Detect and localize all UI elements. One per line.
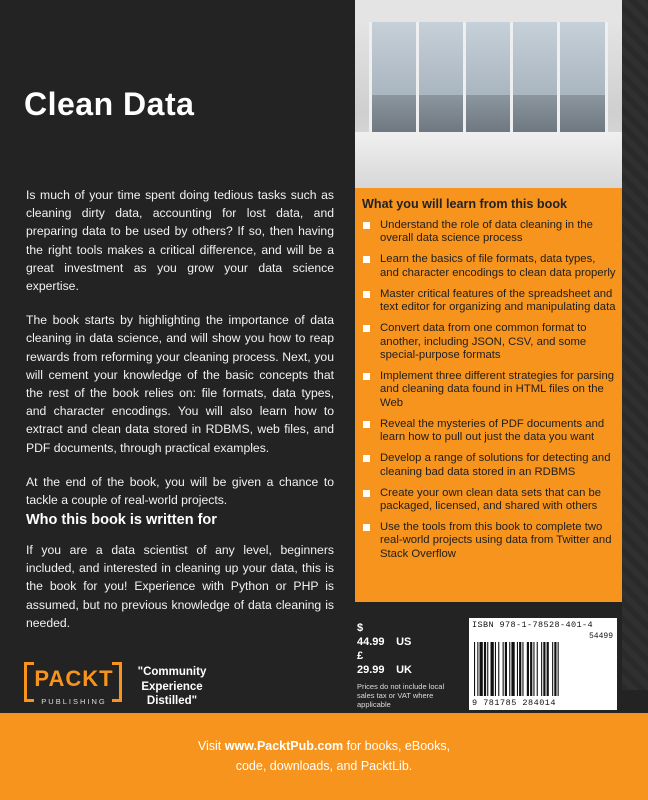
intro-paragraph: The book starts by highlighting the importance of data cleaning in data science, and will show you how to reap rewards from reforming your cleaning process. Next, you will cement your knowledge of the basic concepts that the rest of the book relies on: file formats, data types, and character encodings. You will also learn how to extract and clean data stored in RDBMS, web files, and PDF documents, through practical examples. xyxy=(26,313,334,455)
barcode-bar xyxy=(480,642,483,696)
isbn-number: 9 781785 284014 xyxy=(472,698,557,708)
square-bullet-icon xyxy=(363,421,370,428)
packt-logo xyxy=(24,662,124,708)
square-bullet-icon xyxy=(363,222,370,229)
barcode-bar xyxy=(547,642,549,696)
square-bullet-icon xyxy=(363,291,370,298)
footer-text: Visit www.PacktPub.com for books, eBooks, code, downloads, and PacktLib. xyxy=(197,739,451,773)
learn-item: Develop a range of solutions for detecting and cleaning bad data stored in an RDBMS xyxy=(362,452,617,479)
barcode-bar xyxy=(484,642,486,696)
decorative-stripes xyxy=(622,0,648,690)
learn-item: Learn the basics of file formats, data types, and character encodings to clean data properly xyxy=(362,253,617,280)
intro-paragraph: At the end of the book, you will be given a chance to tackle a couple of real-world projects. xyxy=(26,474,334,508)
square-bullet-icon xyxy=(363,325,370,332)
learn-item: Use the tools from this book to complete two real-world projects using data from Twitter and Stack Overflow xyxy=(362,521,617,561)
barcode-bar xyxy=(537,642,538,696)
cover-photo xyxy=(355,0,622,188)
barcode-bar xyxy=(519,642,521,696)
barcode-bars xyxy=(474,642,612,696)
barcode-bar xyxy=(495,642,496,696)
square-bullet-icon xyxy=(363,455,370,462)
barcode-bar xyxy=(477,642,478,696)
isbn-barcode xyxy=(469,618,617,710)
barcode-addon: 54499 xyxy=(588,632,613,641)
square-bullet-icon xyxy=(363,524,370,531)
book-title: Clean Data xyxy=(24,86,195,122)
learn-item: Convert data from one common format to another, including JSON, CSV, and some special-purpose formats xyxy=(362,322,617,362)
logo-word: PACKT xyxy=(34,666,114,691)
learn-item: Create your own clean data sets that can be packaged, licensed, and shared with others xyxy=(362,487,617,514)
publisher-tagline: "Community Experience Distilled" xyxy=(137,666,207,707)
barcode-bar xyxy=(498,642,499,696)
barcode-bar xyxy=(503,642,504,696)
barcode-bar xyxy=(527,642,529,696)
barcode-bar xyxy=(491,642,494,696)
footer-site-link[interactable]: www.PacktPub.com xyxy=(224,739,344,753)
price-us: $ 44.99 US xyxy=(357,622,412,648)
barcode-bar xyxy=(522,642,523,696)
logo-sub: PUBLISHING xyxy=(41,697,107,706)
learn-panel xyxy=(355,188,622,602)
who-text: If you are a data scientist of any level, beginners included, and interested in cleaning up your data, this is the book for you! Experience with Python or PHP is assumed, but no previous knowledge of data cleaning is needed. xyxy=(26,543,334,630)
square-bullet-icon xyxy=(363,490,370,497)
square-bullet-icon xyxy=(363,256,370,263)
learn-item: Implement three different strategies for parsing and cleaning data found in HTML files on the Web xyxy=(362,370,617,410)
intro-text xyxy=(26,186,334,525)
learn-heading: What you will learn from this book xyxy=(362,197,568,211)
learn-item: Reveal the mysteries of PDF documents and learn how to pull out just the data you want xyxy=(362,418,617,445)
price-block xyxy=(357,621,412,677)
barcode-bar xyxy=(511,642,514,696)
barcode-bar xyxy=(552,642,553,696)
learn-item: Understand the role of data cleaning in the overall data science process xyxy=(362,219,617,246)
barcode-bar xyxy=(487,642,488,696)
footer-banner xyxy=(0,713,648,800)
barcode-bar xyxy=(505,642,507,696)
who-heading: Who this book is written for xyxy=(26,512,217,528)
barcode-bar xyxy=(541,642,542,696)
learn-list xyxy=(362,219,617,569)
price-note: Prices do not include local sales tax or VAT where applicable xyxy=(357,682,445,709)
barcode-bar xyxy=(517,642,518,696)
barcode-bar xyxy=(543,642,545,696)
barcode-bar xyxy=(474,642,475,696)
price-uk: £ 29.99 UK xyxy=(357,650,412,676)
barcode-bar xyxy=(530,642,532,696)
barcode-bar xyxy=(558,642,559,696)
barcode-bar xyxy=(533,642,534,696)
learn-item: Master critical features of the spreadsheet and text editor for organizing and manipulating data xyxy=(362,288,617,315)
square-bullet-icon xyxy=(363,373,370,380)
isbn-label: ISBN 978-1-78528-401-4 xyxy=(472,620,594,630)
intro-paragraph: Is much of your time spent doing tedious tasks such as cleaning dirty data, accounting for lost data, and preparing data to be used by others? If so, then having the right tools makes a critical difference, and will be a great investment as you grow your data science expertise. xyxy=(26,188,334,294)
barcode-bar xyxy=(509,642,510,696)
barcode-bar xyxy=(554,642,556,696)
